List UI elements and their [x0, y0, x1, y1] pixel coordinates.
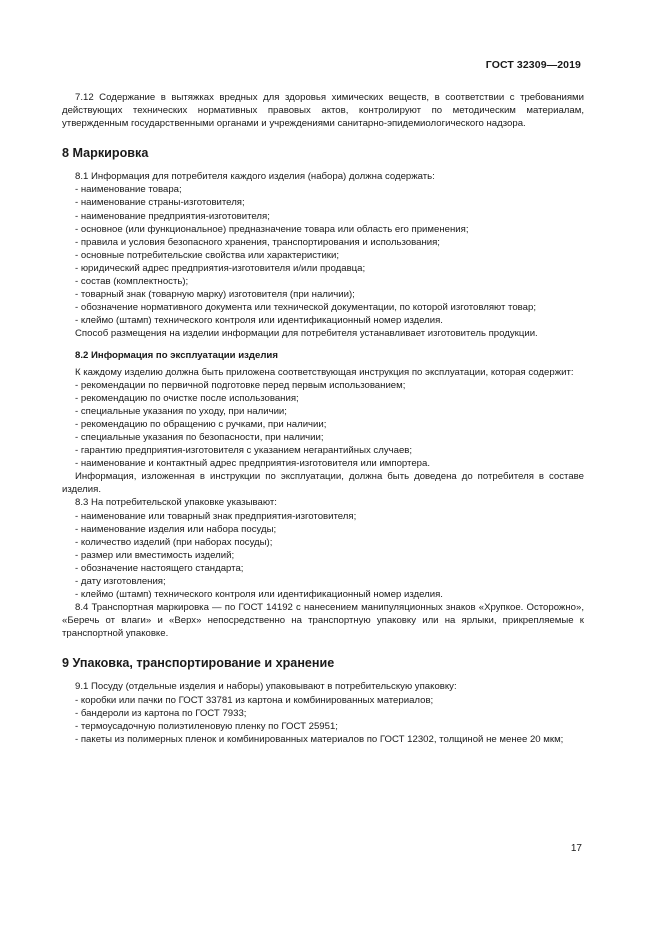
clause-7-12: 7.12 Содержание в вытяжках вредных для здоровья химических веществ, в соответствии с требованиями действующих технических нормативных правовых актов, контролируют по методическим материалам, утвержденным государственными органами и учреждениями санитарно-эпидемиологического надзора. — [62, 92, 584, 130]
clause-8-2: К каждому изделию должна быть приложена соответствующая инструкция по эксплуатации, которая содержит: — [75, 366, 574, 378]
list-item: - дату изготовления; — [75, 576, 166, 587]
list-item: - рекомендацию по обращению с ручками, при наличии; — [75, 418, 327, 430]
list-item: - наименование изделия или набора посуды; — [75, 523, 277, 535]
section-heading-9: 9 Упаковка, транспортирование и хранение — [62, 656, 335, 671]
clause-9-1: 9.1 Посуду (отдельные изделия и наборы) упаковывают в потребительскую упаковку: — [75, 681, 457, 693]
list-item: - бандероли из картона по ГОСТ 7933; — [75, 707, 247, 719]
clause-8-1: 8.1 Информация для потребителя каждого изделия (набора) должна содержать: — [75, 171, 435, 183]
subsection-heading-8-2: 8.2 Информация по эксплуатации изделия — [75, 349, 278, 361]
list-item: - рекомендацию по очистке после использования; — [75, 392, 299, 404]
list-item: - клеймо (штамп) технического контроля или идентификационный номер изделия. — [75, 315, 443, 327]
list-item: - рекомендации по первичной подготовке перед первым использованием; — [75, 379, 406, 391]
standard-code-header: ГОСТ 32309—2019 — [485, 59, 581, 71]
list-item: - наименование товара; — [75, 184, 182, 196]
list-item: - товарный знак (товарную марку) изготовителя (при наличии); — [75, 289, 355, 301]
list-item: - гарантию предприятия-изготовителя с указанием негарантийных случаев; — [75, 445, 413, 457]
list-item: - наименование и контактный адрес предприятия-изготовителя или импортера. — [75, 458, 431, 470]
page-number: 17 — [570, 843, 582, 854]
list-8-2 — [62, 379, 584, 471]
list-8-3 — [62, 510, 584, 602]
list-item: - количество изделий (при наборах посуды); — [75, 536, 273, 548]
clause-8-4: 8.4 Транспортная маркировка — по ГОСТ 14192 с нанесением манипуляционных знаков «Хрупкое. Осторожно», «Беречь от влаги» и «Верх» непосредственно на транспортную упаковку или на ярлыки, прикрепляемые к транспортной упаковке. — [62, 602, 584, 640]
clause-8-3: 8.3 На потребительской упаковке указывают: — [75, 497, 277, 509]
list-item: - юридический адрес предприятия-изготовителя и/или продавца; — [75, 262, 366, 274]
list-item: - состав (комплектность); — [75, 276, 189, 288]
list-item: - размер или вместимость изделий; — [75, 549, 235, 561]
list-item: - коробки или пачки по ГОСТ 33781 из картона и комбинированных материалов; — [75, 694, 434, 706]
list-item: - специальные указания по уходу, при наличии; — [75, 405, 287, 417]
clause-8-1-tail: Способ размещения на изделии информации для потребителя устанавливает изготовитель продукции. — [75, 328, 538, 340]
list-item: - обозначение настоящего стандарта; — [75, 562, 244, 574]
list-item: - наименование или товарный знак предприятия-изготовителя; — [75, 510, 357, 522]
list-item: - наименование страны-изготовителя; — [75, 197, 245, 209]
list-item: - наименование предприятия-изготовителя; — [75, 210, 270, 222]
list-item: - специальные указания по безопасности, при наличии; — [75, 431, 324, 443]
section-heading-8: 8 Маркировка — [62, 146, 149, 161]
list-item: - основное (или функциональное) предназначение товара или область его применения; — [75, 223, 469, 235]
clause-8-2-tail: Информация, изложенная в инструкции по эксплуатации, должна быть доведена до потребителя в составе изделия. — [62, 471, 584, 496]
page-content — [62, 91, 584, 746]
list-item: - основные потребительские свойства или характеристики; — [75, 249, 340, 261]
list-item: - клеймо (штамп) технического контроля или идентификационный номер изделия. — [75, 589, 443, 601]
list-8-1 — [62, 183, 584, 327]
list-item: - термоусадочную полиэтиленовую пленку по ГОСТ 25951; — [75, 720, 338, 732]
list-item: - пакеты из полимерных пленок и комбинированных материалов по ГОСТ 12302, толщиной не менее 20 мкм; — [75, 733, 564, 745]
list-9-1 — [62, 694, 584, 746]
list-item: - обозначение нормативного документа или технической документации, по которой изготовляют товар; — [75, 302, 536, 314]
list-item: - правила и условия безопасного хранения, транспортирования и использования; — [75, 236, 440, 248]
